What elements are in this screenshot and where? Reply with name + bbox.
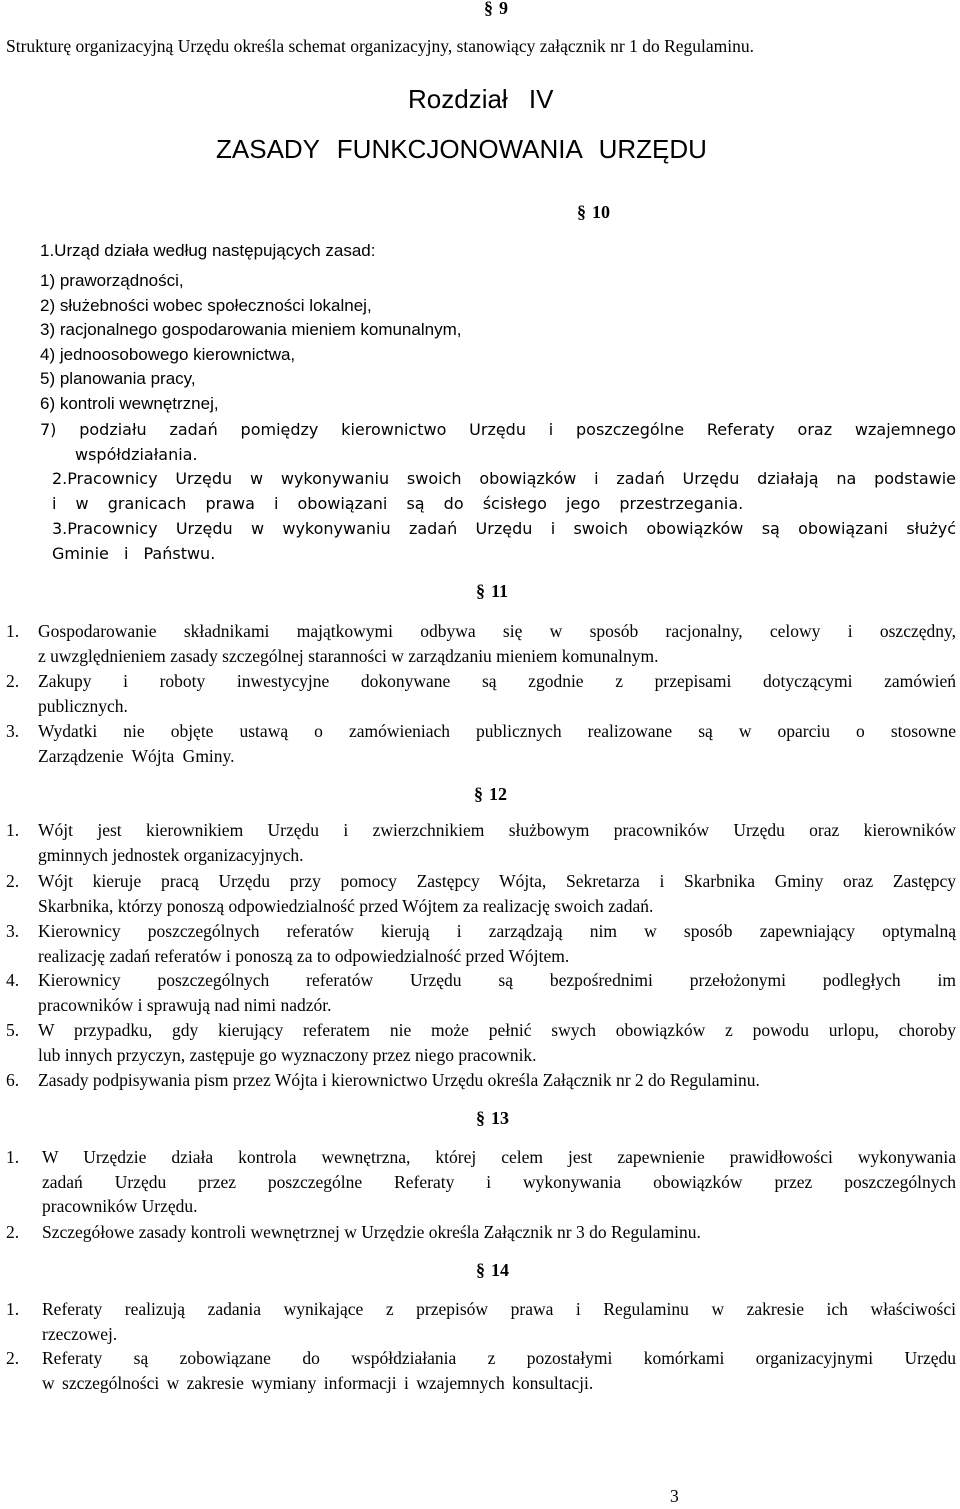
principles-list xyxy=(40,269,958,416)
list-item xyxy=(42,1220,956,1245)
list-item xyxy=(38,1018,956,1067)
list-number: 1. xyxy=(6,820,20,840)
list-item-line: W Urzędzie działa kontrola wewnętrzna, której celem jest zapewnienie prawidłowości wykonywania xyxy=(42,1147,956,1167)
list-item-line: lub innych przyczyn, zastępuje go wyznaczony przez niego pracownik. xyxy=(38,1044,537,1065)
list-item-line: Zakupy i roboty inwestycyjne dokonywane są zgodnie z przepisami dotyczącymi zamówień xyxy=(38,671,956,691)
list-number: 4. xyxy=(6,970,20,990)
list-number: 2. xyxy=(6,871,20,891)
list-number: 5. xyxy=(6,1020,20,1040)
list-item-line: W przypadku, gdy kierujący referatem nie może pełnić swych obowiązków z powodu urlopu, choroby xyxy=(38,1020,956,1040)
list-item-line: Wójt kieruje pracą Urzędu przy pomocy Zastępcy Wójta, Sekretarza i Skarbnika Gminy oraz Zastępcy xyxy=(38,871,956,891)
list-item xyxy=(38,869,956,918)
item-3-line: Gminie i Państwu. xyxy=(52,543,216,563)
section-heading-11: § 11 xyxy=(476,581,508,602)
section-heading-9: § 9 xyxy=(484,0,508,19)
section-10-body xyxy=(40,239,958,264)
list-number: 6. xyxy=(6,1070,20,1090)
principle-7 xyxy=(40,418,956,467)
page-number: 3 xyxy=(670,1486,679,1506)
list-item-line: Zarządzenie Wójta Gminy. xyxy=(38,745,235,766)
list-item-line: Referaty realizują zadania wynikające z przepisów prawa i Regulaminu w zakresie ich właściwości xyxy=(42,1299,956,1319)
section-10-item-2 xyxy=(52,467,956,516)
list-item xyxy=(42,1145,956,1219)
list-item-line: publicznych. xyxy=(38,695,128,716)
list-item-line: Szczegółowe zasady kontroli wewnętrznej w Urzędzie określa Załącznik nr 3 do Regulaminu. xyxy=(42,1222,701,1242)
list-item xyxy=(38,669,956,718)
list-number: 1. xyxy=(6,1147,20,1167)
list-item-line: Referaty są zobowiązane do współdziałania z pozostałymi komórkami organizacyjnymi Urzędu xyxy=(42,1348,956,1368)
list-number: 1. xyxy=(6,1299,20,1319)
chapter-title: Rozdział IV xyxy=(408,84,554,114)
list-number: 3. xyxy=(6,921,20,941)
list-number: 2. xyxy=(6,671,20,691)
section-heading-13: § 13 xyxy=(476,1108,509,1129)
principle-item: 6) kontroli wewnętrznej, xyxy=(40,393,219,413)
item-3-line: 3.Pracownicy Urzędu w wykonywaniu zadań Urzędu i swoich obowiązków są obowiązani służyć xyxy=(52,519,956,538)
section-heading-12: § 12 xyxy=(474,784,507,805)
list-item xyxy=(38,619,956,668)
list-item-line: realizację zadań referatów i ponoszą za to odpowiedzialność przed Wójtem. xyxy=(38,945,570,966)
list-item-line: pracowników i sprawują nad nimi nadzór. xyxy=(38,994,332,1015)
list-item xyxy=(38,818,956,867)
item-2-line: 2.Pracownicy Urzędu w wykonywaniu swoich obowiązków i zadań Urzędu działają na podstawie xyxy=(52,469,956,488)
principle-item: 7) podziału zadań pomiędzy kierownictwo Urzędu i poszczególne Referaty oraz wzajemnego xyxy=(40,420,956,439)
list-number: 3. xyxy=(6,721,20,741)
list-item-line: Skarbnika, którzy ponoszą odpowiedzialność przed Wójtem za realizację swoich zadań. xyxy=(38,895,654,916)
list-item-line: Kierownicy poszczególnych referatów kierują i zarządzają nim w sposób zapewniający optymalną xyxy=(38,921,956,941)
list-item-line: z uwzględnieniem zasady szczególnej staranności w zarządzaniu mieniem komunalnym. xyxy=(38,645,659,666)
section-10-item-3 xyxy=(52,517,956,566)
principle-item: 2) służebności wobec społeczności lokalnej, xyxy=(40,295,372,315)
principle-item: 5) planowania pracy, xyxy=(40,369,196,388)
list-item-line: gminnych jednostek organizacyjnych. xyxy=(38,844,304,865)
principle-item: 1) praworządności, xyxy=(40,271,184,290)
list-item-line: Wójt jest kierownikiem Urzędu i zwierzchnikiem służbowym pracowników Urzędu oraz kierowników xyxy=(38,820,956,840)
list-item-line: Wydatki nie objęte ustawą o zamówieniach publicznych realizowane są w oparciu o stosowne xyxy=(38,721,956,741)
list-item xyxy=(38,1068,956,1093)
list-item-line: rzeczowej. xyxy=(42,1323,118,1344)
section-heading-14: § 14 xyxy=(476,1260,509,1281)
list-number: 1. xyxy=(6,621,20,641)
intro-paragraph: Strukturę organizacyjną Urzędu określa schemat organizacyjny, stanowiący załącznik nr 1 do Regulaminu. xyxy=(6,36,755,56)
principle-item: 4) jednoosobowego kierownictwa, xyxy=(40,344,296,364)
list-item-line: pracowników Urzędu. xyxy=(42,1196,198,1216)
section-10-item-1-lead: 1.Urząd działa według następujących zasad: xyxy=(40,241,376,260)
list-item xyxy=(42,1297,956,1346)
principle-item: 3) racjonalnego gospodarowania mieniem komunalnym, xyxy=(40,320,462,339)
list-item-line: Zasady podpisywania pism przez Wójta i kierownictwo Urzędu określa Załącznik nr 2 do Regulaminu. xyxy=(38,1070,760,1090)
list-item xyxy=(38,919,956,968)
list-number: 2. xyxy=(6,1222,20,1242)
list-item-line: Gospodarowanie składnikami majątkowymi odbywa się w sposób racjonalny, celowy i oszczędny, xyxy=(38,621,956,641)
principle-item-continuation: współdziałania. xyxy=(75,444,198,464)
list-item xyxy=(38,968,956,1017)
list-item-line: w szczególności w zakresie wymiany informacji i wzajemnych konsultacji. xyxy=(42,1372,594,1393)
list-item-line: Kierownicy poszczególnych referatów Urzędu są bezpośrednimi przełożonymi podległych im xyxy=(38,970,956,990)
chapter-subtitle: ZASADY FUNKCJONOWANIA URZĘDU xyxy=(216,134,707,164)
list-item xyxy=(38,719,956,768)
list-item xyxy=(42,1346,956,1395)
section-heading-10: § 10 xyxy=(577,202,610,223)
item-2-line: i w granicach prawa i obowiązani są do ścisłego jego przestrzegania. xyxy=(52,493,744,513)
list-item-line: zadań Urzędu przez poszczególne Referaty i wykonywania obowiązków przez poszczególnych xyxy=(42,1171,956,1192)
list-number: 2. xyxy=(6,1348,20,1368)
